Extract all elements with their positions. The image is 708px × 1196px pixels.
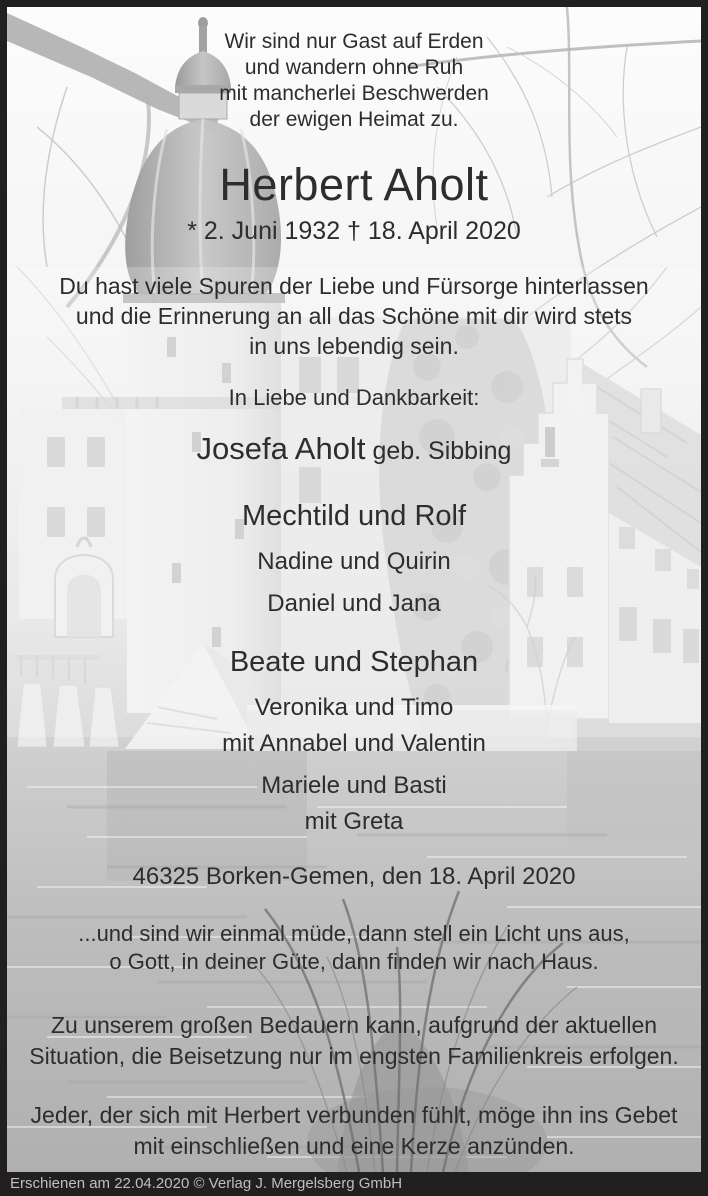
opening-verse [7, 29, 701, 133]
tribute-line: Du hast viele Spuren der Liebe und Fürsorge hinterlassen [59, 273, 649, 299]
mourners-intro: In Liebe und Dankbarkeit: [228, 385, 480, 410]
prayer-request-line: mit einschließen und eine Kerze anzünden. [133, 1133, 575, 1159]
family-group-head: Mechtild und Rolf [241, 500, 467, 532]
verse-line: Wir sind nur Gast auf Erden [224, 30, 484, 53]
prayer-request [7, 1100, 701, 1162]
place-and-date: 46325 Borken-Gemen, den 18. April 2020 [132, 863, 576, 890]
closing-verse-line: ...und sind wir einmal müde, dann stell ein Licht uns aus, [78, 921, 630, 946]
obituary-text [7, 7, 701, 1172]
verse-line: mit mancherlei Beschwerden [219, 82, 489, 105]
widow-maiden-name: geb. Sibbing [372, 437, 512, 465]
birth-death-dates: * 2. Juni 1932 † 18. April 2020 [187, 217, 521, 245]
family-member-line: Nadine und Quirin [257, 548, 451, 575]
family-group-head: Beate und Stephan [229, 646, 479, 678]
family-member-line: Daniel und Jana [267, 590, 441, 617]
widow-line [7, 431, 701, 473]
tribute-line: und die Erinnerung an all das Schöne mit dir wird stets [75, 303, 633, 329]
family-member-line: Veronika und Timo [254, 694, 454, 721]
family-member-line: Mariele und Basti [261, 772, 447, 799]
closing-verse-line: o Gott, in deiner Güte, dann finden wir nach Haus. [109, 949, 599, 974]
closing-verse [7, 920, 701, 976]
funeral-notice-line: Zu unserem großen Bedauern kann, aufgrund der aktuellen [50, 1012, 658, 1038]
funeral-notice-line: Situation, die Beisetzung nur im engsten Familienkreis erfolgen. [29, 1043, 679, 1069]
verse-line: der ewigen Heimat zu. [249, 108, 459, 131]
verse-line: und wandern ohne Ruh [244, 56, 464, 79]
family-member-line: mit Annabel und Valentin [222, 730, 486, 757]
deceased-name: Herbert Aholt [219, 159, 489, 210]
funeral-notice [7, 1010, 701, 1072]
tribute-line: in uns lebendig sein. [249, 333, 459, 359]
publisher-imprint: Erschienen am 22.04.2020 © Verlag J. Mergelsberg GmbH [10, 1175, 403, 1192]
tribute-text [7, 271, 701, 361]
family-member-line: mit Greta [304, 808, 404, 835]
widow-name: Josefa Aholt [196, 431, 366, 466]
prayer-request-line: Jeder, der sich mit Herbert verbunden fühlt, möge ihn ins Gebet [30, 1102, 678, 1128]
